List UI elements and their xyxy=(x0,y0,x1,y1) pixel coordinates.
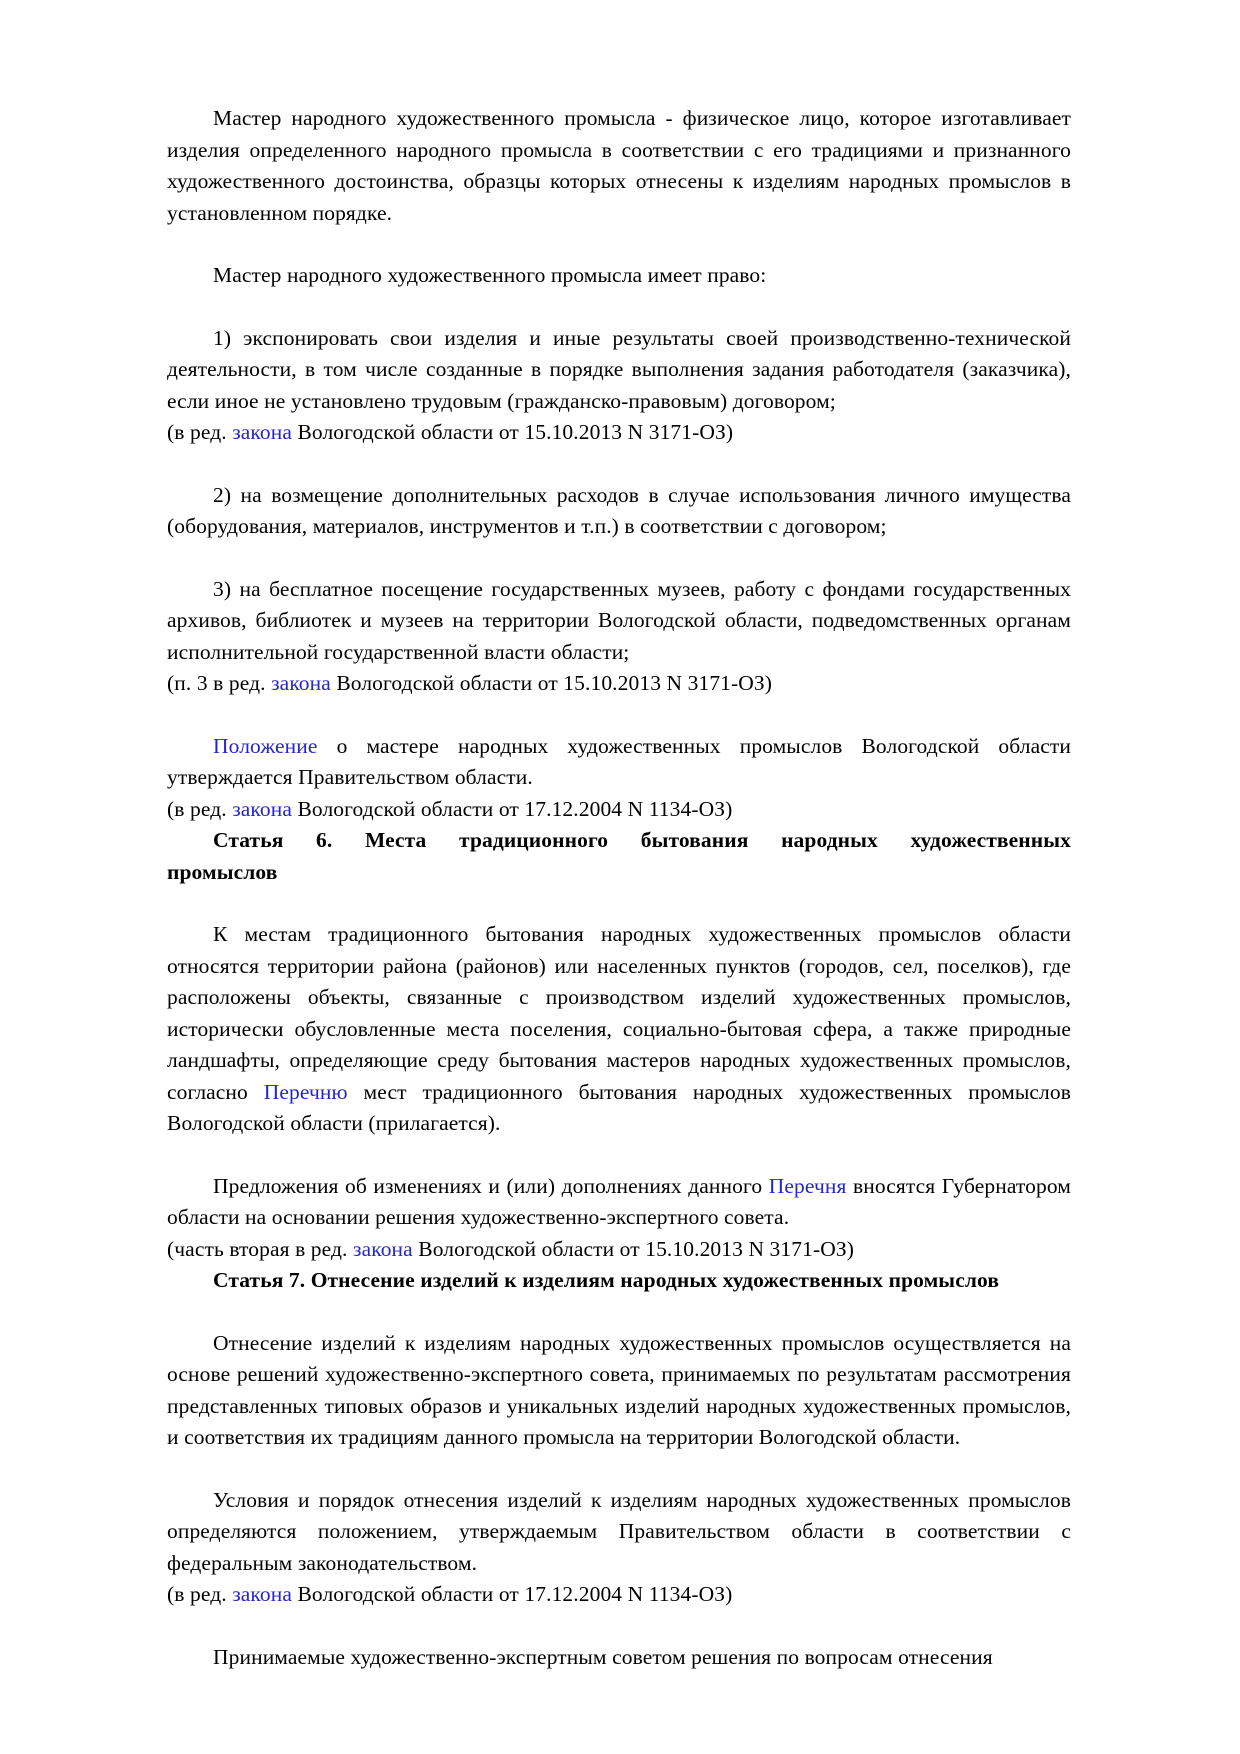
reference-note-5 xyxy=(167,1579,1071,1611)
reference-note-4 xyxy=(167,1234,1071,1266)
paragraph-article6-body-2-head: Предложения об изменениях и (или) дополнениях данного xyxy=(213,1173,769,1198)
paragraph-master-definition: Мастер народного художественного промысла - физическое лицо, которое изготавливает изделия определенного народного промысла в соответствии с его традициями и признанного художественного достоинства, образцы которых отнесены к изделиям народных промыслов в установленном порядке. xyxy=(167,106,1071,225)
reference-note-2-prefix: (п. 3 в ред. xyxy=(167,671,272,695)
reference-note-1-suffix: Вологодской области от 15.10.2013 N 3171-ОЗ) xyxy=(291,420,734,444)
paragraph-polozhenie-rest: о мастере народных художественных промыслов Вологодской области утверждается Правительством области. xyxy=(167,733,1071,789)
reference-note-5-prefix: (в ред. xyxy=(167,1582,233,1606)
paragraph-article6-body-2-tail: вносятся Губернатором области на основании решения художественно-экспертного совета. xyxy=(167,1173,1071,1229)
paragraph-polozhenie xyxy=(167,731,1071,794)
law-link[interactable]: закона xyxy=(353,1236,413,1261)
paragraph-article6-body-1-tail: мест традиционного бытования народных художественных промыслов Вологодской области (прилагается). xyxy=(167,1079,1071,1135)
law-link[interactable]: закона xyxy=(271,671,331,695)
law-link[interactable]: закона xyxy=(232,796,292,821)
document-body xyxy=(167,103,1071,1673)
heading-article-6: Статья 6. Места традиционного бытования народных художественных xyxy=(213,828,1071,852)
paragraph-item-1: 1) экспонировать свои изделия и иные результаты своей производственно-технической деятельности, в том числе созданные в порядке выполнения задания работодателя (заказчика), если иное не установлено трудовым (гражданско-правовым) договором; xyxy=(167,325,1071,413)
reference-note-4-suffix: Вологодской области от 15.10.2013 N 3171-ОЗ) xyxy=(412,1236,854,1261)
paragraph-article7-body-2: Условия и порядок отнесения изделий к изделиям народных художественных промыслов определяются положением, утверждаемым Правительством области в соответствии с федеральным законодательством. xyxy=(167,1487,1071,1575)
reference-note-3-prefix: (в ред. xyxy=(167,796,233,821)
reference-note-2 xyxy=(167,668,1071,700)
perechen-link[interactable]: Перечню xyxy=(263,1079,348,1104)
law-link[interactable]: закона xyxy=(232,1582,292,1606)
paragraph-item-3: 3) на бесплатное посещение государственных музеев, работу с фондами государственных архивов, библиотек и музеев на территории Вологодской области, подведомственных органам исполнительной государственной власти области; xyxy=(167,576,1071,664)
heading-article-7: Статья 7. Отнесение изделий к изделиям народных художественных промыслов xyxy=(213,1268,1000,1292)
reference-note-5-suffix: Вологодской области от 17.12.2004 N 1134-ОЗ) xyxy=(291,1582,733,1606)
polozhenie-link[interactable]: Положение xyxy=(213,733,318,758)
law-link[interactable]: закона xyxy=(232,420,292,444)
reference-note-3-suffix: Вологодской области от 17.12.2004 N 1134-ОЗ) xyxy=(291,796,733,821)
paragraph-article6-body-2 xyxy=(167,1171,1071,1234)
reference-note-1-prefix: (в ред. xyxy=(167,420,233,444)
paragraph-article7-body-1: Отнесение изделий к изделиям народных художественных промыслов осуществляется на основе решений художественно-экспертного совета, принимаемых по результатам рассмотрения представленных типовых образов и уникальных изделий народных художественных промыслов, и соответствия их традициям данного промысла на территории Вологодской области. xyxy=(167,1330,1071,1449)
heading-article-6-line2: промыслов xyxy=(167,859,278,884)
reference-note-3 xyxy=(167,794,1071,826)
reference-note-2-suffix: Вологодской области от 15.10.2013 N 3171-ОЗ) xyxy=(330,671,773,695)
paragraph-article6-body-1-head: К местам традиционного бытования народных художественных промыслов области относятся территории района (районов) или населенных пунктов (городов, сел, поселков), где расположены объекты, связанные с производством изделий художественных промыслов, исторически обусловленные места поселения, социально-бытовая сфера, а также природные ландшафты, определяющие среду бытования мастеров народных художественных промыслов, согласно xyxy=(167,922,1071,1104)
perechen-link[interactable]: Перечня xyxy=(768,1173,847,1198)
paragraph-master-rights-intro: Мастер народного художественного промысла имеет право: xyxy=(213,263,767,287)
reference-note-1 xyxy=(167,417,1071,449)
paragraph-item-2: 2) на возмещение дополнительных расходов в случае использования личного имущества (оборудования, материалов, инструментов и т.п.) в соответствии с договором; xyxy=(167,482,1071,538)
reference-note-4-prefix: (часть вторая в ред. xyxy=(167,1236,353,1261)
paragraph-article6-body-1 xyxy=(167,919,1071,1140)
paragraph-article7-body-3: Принимаемые художественно-экспертным советом решения по вопросам отнесения xyxy=(213,1644,993,1669)
